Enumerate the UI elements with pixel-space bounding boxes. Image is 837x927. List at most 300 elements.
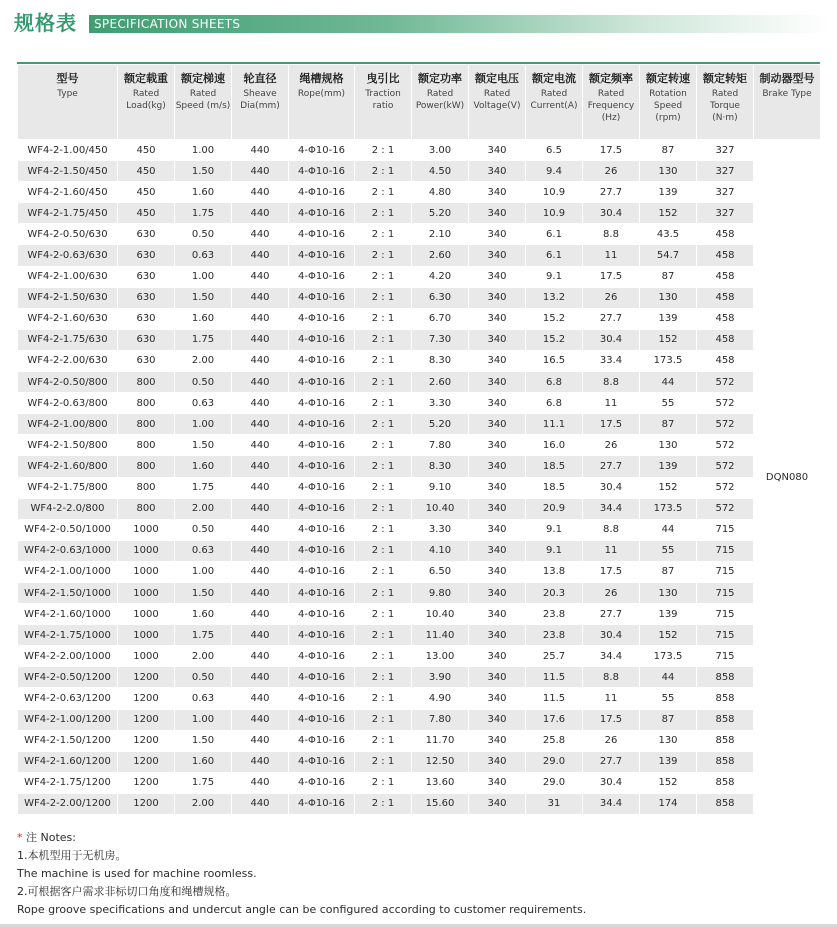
table-cell: WF4-2-1.50/1000 (18, 582, 118, 603)
table-cell: 340 (469, 646, 526, 667)
table-cell: 1.75 (175, 203, 232, 224)
table-cell: 2.60 (412, 372, 469, 393)
table-cell: 1000 (118, 519, 175, 540)
table-cell: 29.0 (526, 772, 583, 793)
table-cell: 630 (118, 329, 175, 350)
table-cell: 11 (583, 540, 640, 561)
table-row (18, 266, 821, 287)
table-cell: 715 (697, 519, 754, 540)
table-cell: 4-Φ10-16 (289, 266, 355, 287)
table-cell: 6.8 (526, 372, 583, 393)
table-cell: 13.8 (526, 561, 583, 582)
table-cell: 2 : 1 (355, 308, 412, 329)
table-cell: 715 (697, 561, 754, 582)
table-cell: 4-Φ10-16 (289, 372, 355, 393)
table-cell: 0.63 (175, 393, 232, 414)
table-cell: 4-Φ10-16 (289, 604, 355, 625)
table-cell: 8.8 (583, 224, 640, 245)
table-cell: 440 (232, 709, 289, 730)
table-cell: 44 (640, 372, 697, 393)
table-cell: WF4-2-2.00/1000 (18, 646, 118, 667)
table-cell: 9.10 (412, 477, 469, 498)
table-cell: 2 : 1 (355, 182, 412, 203)
table-cell: 11 (583, 245, 640, 266)
table-cell: 44 (640, 519, 697, 540)
table-cell: 4-Φ10-16 (289, 456, 355, 477)
table-cell: 340 (469, 456, 526, 477)
table-cell: 1.50 (175, 287, 232, 308)
table-cell: 440 (232, 793, 289, 814)
table-cell: 0.63 (175, 540, 232, 561)
table-cell: 29.0 (526, 751, 583, 772)
page-title-en: SPECIFICATION SHEETS (94, 17, 241, 31)
table-cell: 440 (232, 751, 289, 772)
table-cell: 1200 (118, 667, 175, 688)
table-cell: 4.90 (412, 688, 469, 709)
table-cell: 9.1 (526, 519, 583, 540)
table-cell: 340 (469, 266, 526, 287)
table-cell: 340 (469, 372, 526, 393)
col-header-current: 额定电流 Rated Current(A) (526, 65, 583, 140)
table-cell: 2 : 1 (355, 161, 412, 182)
table-cell: 2 : 1 (355, 709, 412, 730)
table-cell: 440 (232, 245, 289, 266)
col-header-brake: 制动器型号 Brake Type (754, 65, 821, 140)
table-cell: 10.9 (526, 182, 583, 203)
table-cell: 4-Φ10-16 (289, 140, 355, 161)
table-cell: 12.50 (412, 751, 469, 772)
table-cell: 2.10 (412, 224, 469, 245)
table-cell: 6.70 (412, 308, 469, 329)
table-cell: 440 (232, 688, 289, 709)
table-cell: WF4-2-1.50/1200 (18, 730, 118, 751)
table-cell: 2 : 1 (355, 435, 412, 456)
table-cell: 55 (640, 540, 697, 561)
table-cell: 25.7 (526, 646, 583, 667)
table-cell: 340 (469, 604, 526, 625)
table-cell: 9.1 (526, 266, 583, 287)
table-cell: 800 (118, 414, 175, 435)
table-cell: 340 (469, 350, 526, 371)
table-cell: 800 (118, 498, 175, 519)
table-cell: 1.00 (175, 561, 232, 582)
table-cell: 572 (697, 498, 754, 519)
table-cell: 858 (697, 709, 754, 730)
table-row (18, 667, 821, 688)
table-cell: 4-Φ10-16 (289, 477, 355, 498)
table-cell: 54.7 (640, 245, 697, 266)
title-banner (89, 15, 829, 33)
table-cell: 30.4 (583, 477, 640, 498)
table-row (18, 140, 821, 161)
table-cell: 3.30 (412, 519, 469, 540)
table-cell: 55 (640, 688, 697, 709)
table-cell: 440 (232, 372, 289, 393)
table-cell: 8.8 (583, 667, 640, 688)
table-cell: 2.00 (175, 793, 232, 814)
table-cell: 1000 (118, 646, 175, 667)
table-cell: 458 (697, 287, 754, 308)
table-cell: 173.5 (640, 646, 697, 667)
notes-title-text: 注 Notes: (26, 831, 76, 844)
table-cell: 55 (640, 393, 697, 414)
table-cell: 440 (232, 561, 289, 582)
table-cell: 440 (232, 625, 289, 646)
table-cell: 2 : 1 (355, 582, 412, 603)
table-cell: 23.8 (526, 625, 583, 646)
table-row (18, 329, 821, 350)
table-cell: 1200 (118, 772, 175, 793)
table-cell: 440 (232, 393, 289, 414)
col-header-voltage: 额定电压 Rated Voltage(V) (469, 65, 526, 140)
table-cell: 1.60 (175, 182, 232, 203)
table-cell: 27.7 (583, 751, 640, 772)
table-cell: 18.5 (526, 456, 583, 477)
table-row (18, 561, 821, 582)
table-cell: 1.00 (175, 140, 232, 161)
table-cell: 340 (469, 772, 526, 793)
table-cell: 1000 (118, 582, 175, 603)
table-cell: 0.63 (175, 688, 232, 709)
table-row (18, 582, 821, 603)
table-cell: 340 (469, 140, 526, 161)
table-cell: 572 (697, 477, 754, 498)
table-cell: 27.7 (583, 182, 640, 203)
table-cell: WF4-2-1.00/1200 (18, 709, 118, 730)
table-cell: 630 (118, 350, 175, 371)
table-cell: 34.4 (583, 793, 640, 814)
table-cell: 4-Φ10-16 (289, 245, 355, 266)
table-cell: 2 : 1 (355, 266, 412, 287)
table-cell: 0.50 (175, 667, 232, 688)
table-cell: 6.8 (526, 393, 583, 414)
table-cell: 327 (697, 182, 754, 203)
table-cell: 31 (526, 793, 583, 814)
col-header-traction: 曳引比 Traction ratio (355, 65, 412, 140)
table-cell: 340 (469, 751, 526, 772)
table-cell: 440 (232, 161, 289, 182)
table-row (18, 393, 821, 414)
page-title-cn: 规格表 (14, 11, 77, 35)
brake-type-cell: DQN080 (754, 140, 821, 815)
table-cell: 340 (469, 161, 526, 182)
table-cell: 34.4 (583, 646, 640, 667)
table-cell: 1.60 (175, 308, 232, 329)
table-cell: 16.5 (526, 350, 583, 371)
page-header (14, 10, 829, 36)
table-cell: 2.00 (175, 498, 232, 519)
table-cell: 1.75 (175, 625, 232, 646)
table-cell: 2 : 1 (355, 730, 412, 751)
table-cell: 340 (469, 498, 526, 519)
col-header-rope: 绳槽规格 Rope(mm) (289, 65, 355, 140)
table-cell: 1200 (118, 709, 175, 730)
table-cell: WF4-2-1.60/1200 (18, 751, 118, 772)
col-header-sheave: 轮直径 Sheave Dia(mm) (232, 65, 289, 140)
table-cell: 27.7 (583, 456, 640, 477)
table-cell: 327 (697, 161, 754, 182)
col-header-power: 额定功率 Rated Power(kW) (412, 65, 469, 140)
table-row (18, 646, 821, 667)
table-cell: 340 (469, 329, 526, 350)
table-cell: 458 (697, 266, 754, 287)
table-cell: 1.50 (175, 730, 232, 751)
table-cell: 715 (697, 646, 754, 667)
table-cell: WF4-2-2.00/1200 (18, 793, 118, 814)
table-cell: 1.50 (175, 582, 232, 603)
table-cell: WF4-2-1.00/1000 (18, 561, 118, 582)
table-cell: 9.80 (412, 582, 469, 603)
table-cell: 130 (640, 287, 697, 308)
table-cell: 17.5 (583, 561, 640, 582)
table-cell: 1.00 (175, 414, 232, 435)
table-cell: 858 (697, 772, 754, 793)
table-cell: 327 (697, 140, 754, 161)
table-cell: 4-Φ10-16 (289, 688, 355, 709)
table-cell: 17.6 (526, 709, 583, 730)
table-cell: 8.8 (583, 372, 640, 393)
table-cell: 858 (697, 793, 754, 814)
table-cell: 1.60 (175, 456, 232, 477)
table-cell: 1000 (118, 561, 175, 582)
table-row (18, 182, 821, 203)
table-cell: 1.75 (175, 329, 232, 350)
table-row (18, 751, 821, 772)
table-cell: 2 : 1 (355, 477, 412, 498)
table-cell: 2.60 (412, 245, 469, 266)
table-cell: 4-Φ10-16 (289, 350, 355, 371)
table-cell: 340 (469, 287, 526, 308)
table-cell: 440 (232, 287, 289, 308)
table-cell: WF4-2-1.50/630 (18, 287, 118, 308)
table-row (18, 730, 821, 751)
table-cell: 10.40 (412, 498, 469, 519)
table-cell: 4-Φ10-16 (289, 308, 355, 329)
table-cell: WF4-2-1.75/450 (18, 203, 118, 224)
table-cell: 30.4 (583, 625, 640, 646)
table-cell: 440 (232, 456, 289, 477)
table-cell: 800 (118, 456, 175, 477)
table-cell: 0.50 (175, 372, 232, 393)
table-cell: 340 (469, 667, 526, 688)
table-cell: 440 (232, 604, 289, 625)
table-cell: 139 (640, 182, 697, 203)
table-cell: 4-Φ10-16 (289, 751, 355, 772)
table-cell: 1.75 (175, 772, 232, 793)
table-cell: 27.7 (583, 308, 640, 329)
table-cell: WF4-2-1.75/1200 (18, 772, 118, 793)
table-cell: 130 (640, 161, 697, 182)
table-cell: 30.4 (583, 203, 640, 224)
table-cell: 11.5 (526, 688, 583, 709)
table-cell: 340 (469, 414, 526, 435)
table-cell: 450 (118, 203, 175, 224)
table-cell: 440 (232, 582, 289, 603)
table-cell: 3.30 (412, 393, 469, 414)
table-cell: 3.90 (412, 667, 469, 688)
table-cell: 4-Φ10-16 (289, 646, 355, 667)
table-cell: WF4-2-0.50/1000 (18, 519, 118, 540)
table-cell: 572 (697, 393, 754, 414)
table-cell: 1.00 (175, 266, 232, 287)
table-row (18, 625, 821, 646)
table-cell: 440 (232, 772, 289, 793)
table-cell: 630 (118, 266, 175, 287)
table-cell: WF4-2-1.60/630 (18, 308, 118, 329)
table-cell: 440 (232, 519, 289, 540)
table-cell: 800 (118, 393, 175, 414)
table-cell: 630 (118, 308, 175, 329)
table-cell: 715 (697, 625, 754, 646)
table-cell: 1.50 (175, 161, 232, 182)
table-cell: 858 (697, 688, 754, 709)
col-header-load: 额定载重 Rated Load(kg) (118, 65, 175, 140)
table-cell: WF4-2-1.60/450 (18, 182, 118, 203)
table-cell: 11.1 (526, 414, 583, 435)
table-cell: WF4-2-2.00/630 (18, 350, 118, 371)
table-row (18, 772, 821, 793)
table-cell: 458 (697, 350, 754, 371)
table-row (18, 161, 821, 182)
table-cell: 4-Φ10-16 (289, 498, 355, 519)
table-cell: 2 : 1 (355, 414, 412, 435)
table-cell: 23.8 (526, 604, 583, 625)
table-cell: 27.7 (583, 604, 640, 625)
table-cell: WF4-2-0.50/800 (18, 372, 118, 393)
table-cell: 139 (640, 751, 697, 772)
table-cell: WF4-2-1.00/450 (18, 140, 118, 161)
table-cell: 15.2 (526, 308, 583, 329)
table-cell: 4-Φ10-16 (289, 709, 355, 730)
table-cell: 572 (697, 456, 754, 477)
table-cell: 800 (118, 435, 175, 456)
table-cell: 6.1 (526, 224, 583, 245)
col-header-torque: 额定转矩 Rated Torque (N·m) (697, 65, 754, 140)
col-header-speed: 额定梯速 Rated Speed (m/s) (175, 65, 232, 140)
table-cell: 2 : 1 (355, 245, 412, 266)
table-cell: 26 (583, 730, 640, 751)
table-row (18, 688, 821, 709)
table-cell: 26 (583, 435, 640, 456)
table-cell: 87 (640, 561, 697, 582)
table-cell: 4-Φ10-16 (289, 582, 355, 603)
table-cell: 572 (697, 414, 754, 435)
table-cell: 458 (697, 224, 754, 245)
note-line: The machine is used for machine roomless. (17, 867, 257, 880)
table-cell: WF4-2-1.00/800 (18, 414, 118, 435)
table-cell: 2 : 1 (355, 329, 412, 350)
table-cell: 2 : 1 (355, 372, 412, 393)
note-line: 2.可根据客户需求非标切口角度和绳槽规格。 (17, 885, 237, 898)
table-cell: WF4-2-1.75/630 (18, 329, 118, 350)
table-cell: 458 (697, 308, 754, 329)
table-cell: 858 (697, 667, 754, 688)
table-cell: 0.50 (175, 519, 232, 540)
table-row (18, 709, 821, 730)
table-cell: 340 (469, 224, 526, 245)
table-cell: 715 (697, 582, 754, 603)
table-cell: 1000 (118, 604, 175, 625)
table-cell: WF4-2-1.50/450 (18, 161, 118, 182)
table-cell: WF4-2-1.60/800 (18, 456, 118, 477)
table-body (18, 140, 821, 815)
table-cell: 2 : 1 (355, 456, 412, 477)
table-cell: 43.5 (640, 224, 697, 245)
notes-title (17, 829, 586, 847)
table-cell: 440 (232, 414, 289, 435)
table-row (18, 498, 821, 519)
table-cell: 8.30 (412, 350, 469, 371)
table-cell: 139 (640, 604, 697, 625)
table-cell: 17.5 (583, 709, 640, 730)
table-cell: 17.5 (583, 140, 640, 161)
table-cell: 33.4 (583, 350, 640, 371)
table-cell: 4-Φ10-16 (289, 625, 355, 646)
table-row (18, 372, 821, 393)
table-cell: 17.5 (583, 266, 640, 287)
table-cell: 15.2 (526, 329, 583, 350)
table-cell: 440 (232, 308, 289, 329)
table-cell: 1.00 (175, 709, 232, 730)
table-cell: 630 (118, 245, 175, 266)
table-cell: 13.2 (526, 287, 583, 308)
table-cell: 2 : 1 (355, 688, 412, 709)
table-cell: 572 (697, 372, 754, 393)
table-cell: WF4-2-1.60/1000 (18, 604, 118, 625)
table-cell: 340 (469, 393, 526, 414)
notes-star: * (17, 831, 23, 844)
note-line: 1.本机型用于无机房。 (17, 849, 127, 862)
table-cell: 26 (583, 161, 640, 182)
table-cell: 450 (118, 140, 175, 161)
table-cell: 15.60 (412, 793, 469, 814)
table-cell: 440 (232, 266, 289, 287)
table-cell: WF4-2-0.63/630 (18, 245, 118, 266)
table-cell: 440 (232, 435, 289, 456)
table-cell: 9.4 (526, 161, 583, 182)
table-cell: 4-Φ10-16 (289, 182, 355, 203)
table-cell: 139 (640, 456, 697, 477)
table-cell: 4-Φ10-16 (289, 667, 355, 688)
table-cell: 327 (697, 203, 754, 224)
table-cell: 440 (232, 329, 289, 350)
table-cell: 2 : 1 (355, 224, 412, 245)
table-cell: 440 (232, 203, 289, 224)
table-cell: 1.60 (175, 604, 232, 625)
table-cell: WF4-2-0.50/1200 (18, 667, 118, 688)
table-cell: 2 : 1 (355, 604, 412, 625)
table-cell: 18.5 (526, 477, 583, 498)
table-cell: 340 (469, 793, 526, 814)
table-cell: WF4-2-1.50/800 (18, 435, 118, 456)
table-cell: 87 (640, 709, 697, 730)
table-cell: 5.20 (412, 414, 469, 435)
table-header-row (18, 65, 821, 140)
table-cell: 11.5 (526, 667, 583, 688)
table-cell: 6.50 (412, 561, 469, 582)
table-cell: 4-Φ10-16 (289, 393, 355, 414)
table-cell: 1000 (118, 540, 175, 561)
table-cell: 340 (469, 477, 526, 498)
table-cell: 4-Φ10-16 (289, 329, 355, 350)
table-cell: 800 (118, 372, 175, 393)
table-cell: 4.80 (412, 182, 469, 203)
table-row (18, 224, 821, 245)
table-cell: 25.8 (526, 730, 583, 751)
table-cell: 0.63 (175, 245, 232, 266)
table-cell: 2 : 1 (355, 203, 412, 224)
table-cell: 6.5 (526, 140, 583, 161)
